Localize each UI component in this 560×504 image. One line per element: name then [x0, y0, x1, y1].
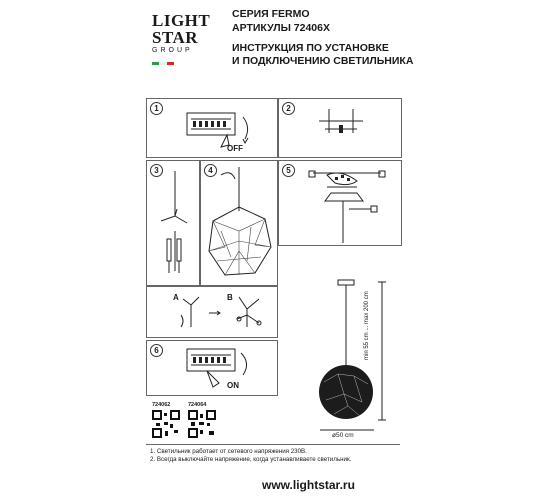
- breaker-on-illustration: [147, 341, 277, 395]
- off-label: OFF: [227, 144, 243, 153]
- variant-b-label: B: [227, 293, 233, 302]
- instruction-title-2: И ПОДКЛЮЧЕНИЮ СВЕТИЛЬНИКА: [232, 55, 414, 67]
- note-1: 1. Светильник работает от сетевого напряжения 230В.: [150, 448, 307, 455]
- qr-code-icon: [188, 410, 216, 438]
- fixture-dimension-drawing: [300, 270, 410, 440]
- breaker-off-illustration: [147, 99, 277, 157]
- brand-logo: [152, 12, 212, 54]
- article-code: 724062: [152, 402, 171, 408]
- step-number: 4: [204, 164, 217, 177]
- step-2-panel: [278, 98, 402, 158]
- logo-line1: LIGHT: [152, 11, 211, 30]
- series-title: СЕРИЯ FERMO: [232, 8, 310, 20]
- website-link[interactable]: www.lightstar.ru: [262, 478, 355, 492]
- mounting-bracket-illustration: [279, 99, 401, 157]
- step-3-panel: [146, 160, 200, 286]
- length-dimension: min 55 cm ... max 200 cm: [364, 291, 370, 360]
- cable-assembly-illustration: [147, 161, 199, 285]
- on-label: ON: [227, 381, 239, 390]
- shade-mounting-illustration: [201, 161, 277, 285]
- divider: [146, 444, 400, 445]
- logo-line3: GROUP: [152, 47, 193, 54]
- step-4-panel: [200, 160, 278, 286]
- step-ab-panel: [146, 286, 278, 338]
- articles-title: АРТИКУЛЫ 72406X: [232, 22, 330, 34]
- step-6-panel: [146, 340, 278, 396]
- canopy-connection-illustration: [279, 161, 401, 245]
- step-5-panel: [278, 160, 402, 246]
- socket-assembly-illustration: [147, 287, 277, 337]
- step-number: 2: [282, 102, 295, 115]
- italian-flag-icon: [152, 62, 174, 65]
- step-number: 1: [150, 102, 163, 115]
- step-number: 3: [150, 164, 163, 177]
- logo-line2: STAR: [152, 28, 199, 47]
- qr-code-icon: [152, 410, 180, 438]
- article-code: 724064: [188, 402, 207, 408]
- instruction-title-1: ИНСТРУКЦИЯ ПО УСТАНОВКЕ: [232, 42, 389, 54]
- diameter-dimension: ø50 cm: [332, 432, 354, 439]
- variant-a-label: A: [173, 293, 179, 302]
- step-1-panel: [146, 98, 278, 158]
- note-2: 2. Всегда выключайте напряжение, когда устанавливаете светильник.: [150, 456, 352, 463]
- step-number: 6: [150, 344, 163, 357]
- step-number: 5: [282, 164, 295, 177]
